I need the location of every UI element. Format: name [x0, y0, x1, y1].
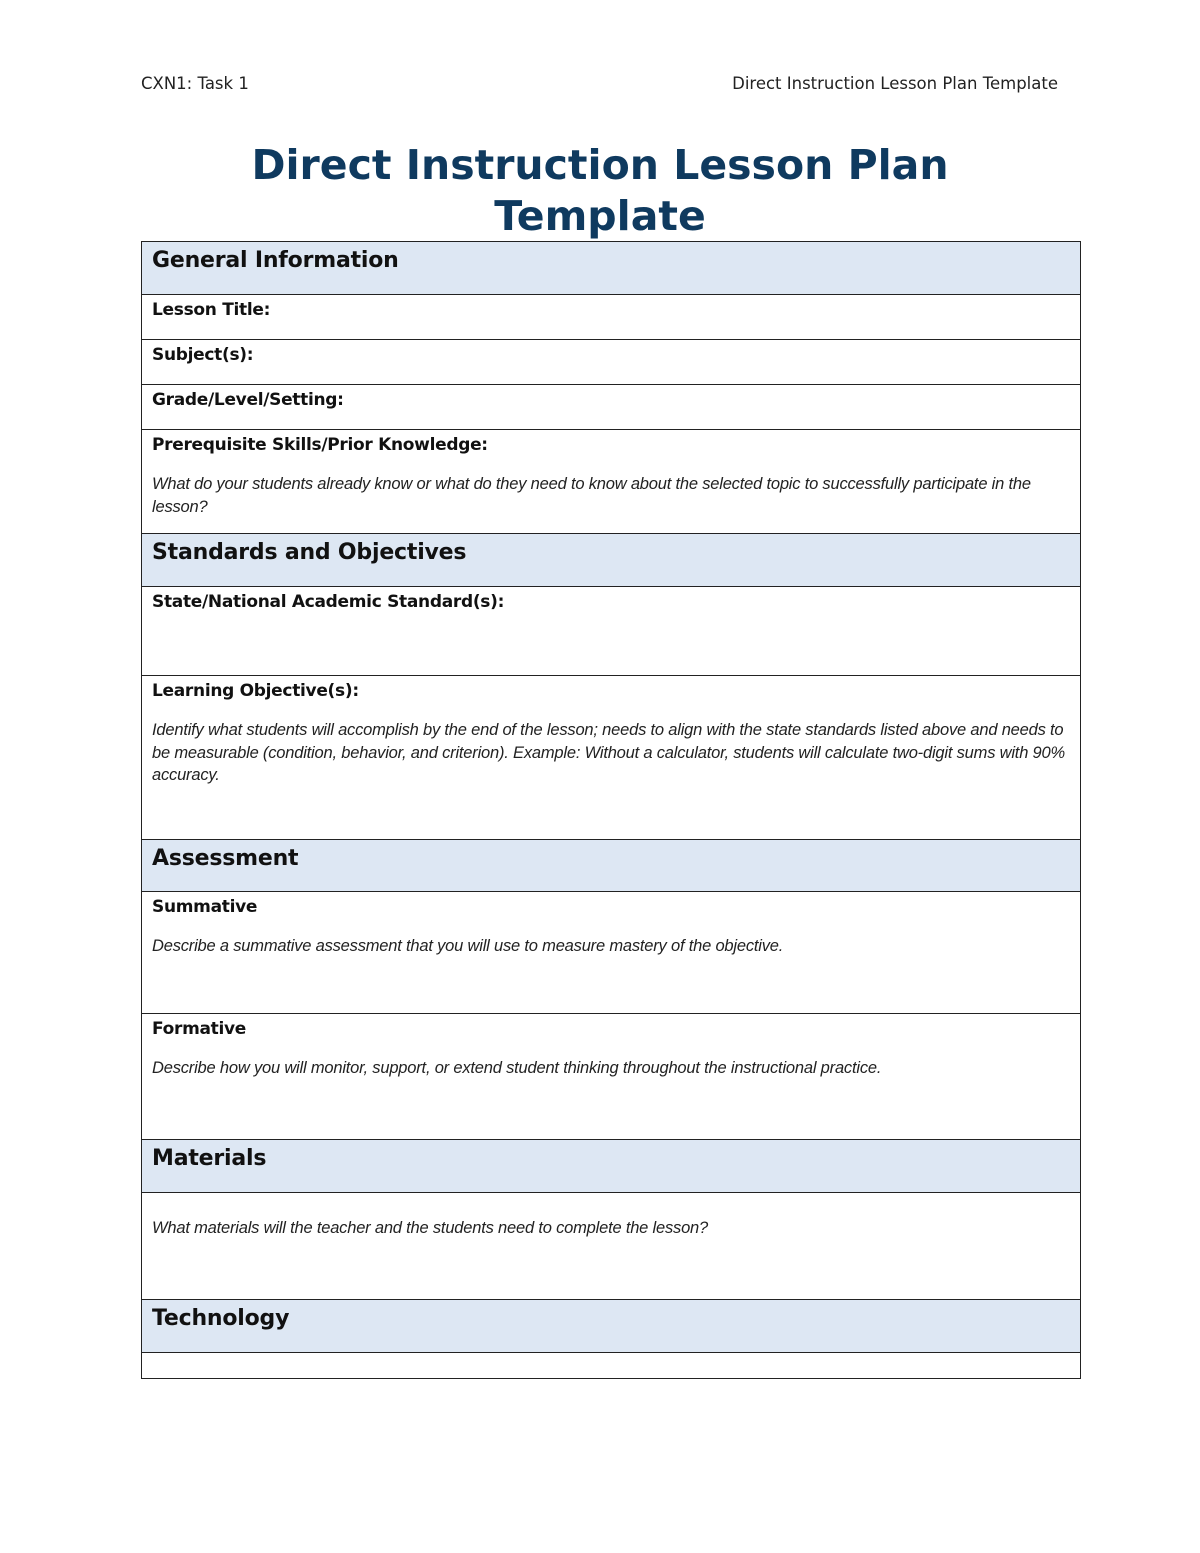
- section-header-cell: [142, 1300, 1081, 1353]
- grade-level-setting-field[interactable]: [142, 385, 1081, 430]
- header-course-task: CXN1: Task 1: [141, 74, 249, 93]
- document-title: Direct Instruction Lesson Plan Template: [251, 141, 949, 240]
- section-heading-standards: Standards and Objectives: [152, 540, 467, 565]
- subjects-label: Subject(s):: [152, 345, 254, 365]
- row-prerequisite-skills: [142, 430, 1081, 534]
- section-heading-assessment: Assessment: [152, 846, 299, 871]
- row-learning-objectives: [142, 676, 1081, 840]
- subjects-field[interactable]: [142, 340, 1081, 385]
- summative-label: Summative: [152, 897, 258, 917]
- formative-label: Formative: [152, 1019, 247, 1039]
- page-header: [141, 74, 1058, 98]
- section-heading-materials: Materials: [152, 1146, 267, 1171]
- row-grade-level-setting: [142, 385, 1081, 430]
- section-header-cell: [142, 1140, 1081, 1193]
- learning-objectives-field[interactable]: [142, 676, 1081, 840]
- section-assessment: [142, 840, 1081, 892]
- prerequisite-skills-prompt: What do your students already know or what do they need to know about the selected topic to successfully participate in the lesson?: [152, 475, 1031, 516]
- header-document-name: Direct Instruction Lesson Plan Template: [732, 74, 1058, 93]
- row-academic-standards: [142, 587, 1081, 676]
- prerequisite-skills-field[interactable]: [142, 430, 1081, 534]
- section-header-cell: [142, 534, 1081, 587]
- section-heading-technology: Technology: [152, 1306, 290, 1331]
- materials-field[interactable]: [142, 1193, 1081, 1300]
- formative-prompt: Describe how you will monitor, support, or extend student thinking throughout the instructional practice.: [152, 1059, 882, 1077]
- row-lesson-title: [142, 295, 1081, 340]
- section-technology: [142, 1300, 1081, 1353]
- lesson-plan-table: [141, 241, 1081, 1379]
- row-summative: [142, 892, 1081, 1014]
- learning-objectives-prompt: Identify what students will accomplish by the end of the lesson; needs to align with the state standards listed above and needs to be measurable (condition, behavior, and criterion). Example: Without a calculator, students will calculate two-digit sums with 90% accuracy.: [152, 721, 1065, 784]
- summative-prompt: Describe a summative assessment that you will use to measure mastery of the objective.: [152, 937, 784, 955]
- section-header-cell: [142, 840, 1081, 892]
- lesson-title-label: Lesson Title:: [152, 300, 271, 320]
- summative-field[interactable]: [142, 892, 1081, 1014]
- grade-level-setting-label: Grade/Level/Setting:: [152, 390, 344, 410]
- row-materials: [142, 1193, 1081, 1300]
- prerequisite-skills-label: Prerequisite Skills/Prior Knowledge:: [152, 435, 488, 455]
- learning-objectives-label: Learning Objective(s):: [152, 681, 359, 701]
- lesson-title-field[interactable]: [142, 295, 1081, 340]
- formative-field[interactable]: [142, 1014, 1081, 1140]
- row-technology: [142, 1353, 1081, 1379]
- section-header-cell: [142, 242, 1081, 295]
- section-materials: [142, 1140, 1081, 1193]
- materials-prompt: What materials will the teacher and the students need to complete the lesson?: [152, 1219, 709, 1237]
- academic-standards-field[interactable]: [142, 587, 1081, 676]
- academic-standards-label: State/National Academic Standard(s):: [152, 592, 505, 612]
- section-heading-general: General Information: [152, 248, 399, 273]
- row-subjects: [142, 340, 1081, 385]
- technology-field[interactable]: [142, 1353, 1081, 1379]
- row-formative: [142, 1014, 1081, 1140]
- section-standards-objectives: [142, 534, 1081, 587]
- section-general-information: [142, 242, 1081, 295]
